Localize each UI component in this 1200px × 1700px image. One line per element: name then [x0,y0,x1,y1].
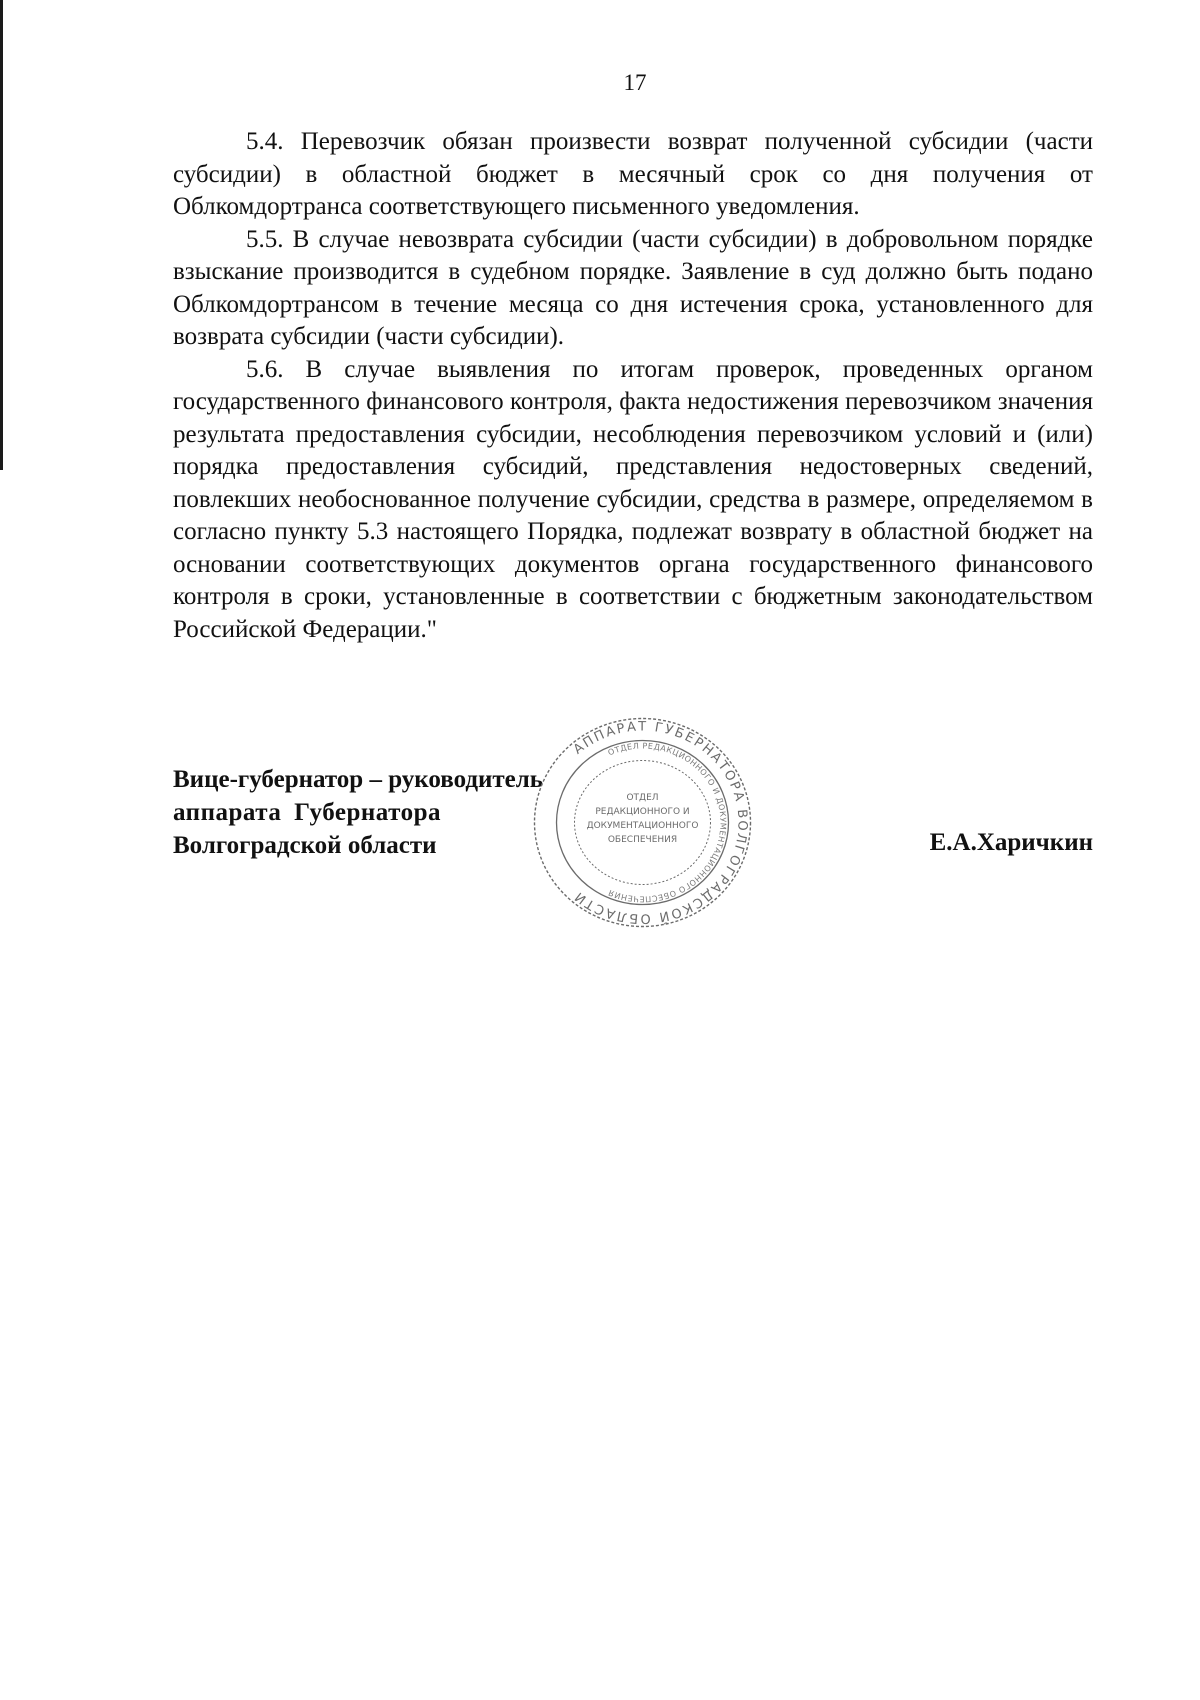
paragraph-5-4: 5.4. Перевозчик обязан произвести возврат полученной субсидии (части субсидии) в областной бюджет в месячный срок со дня получения от Облкомдортранса соответствующего письменного уведомления. [173,128,1093,220]
paragraph-5-5: 5.5. В случае невозврата субсидии (части субсидии) в добровольном порядке взыскание производится в судебном порядке. Заявление в суд должно быть подано Облкомдортрансом в течение месяца со дня истечения срока, установленного для возврата субсидии (части субсидии). [173,225,1093,350]
signer-title-line-3: Волгоградской области [173,832,437,859]
official-stamp [520,710,765,935]
stamp-center-line-4: ОБЕСПЕЧЕНИЯ [607,835,678,845]
signer-name: Е.А.Харичкин [929,829,1093,856]
document-body [173,126,1093,646]
stamp-outer-text: АППАРАТ ГУБЕРНАТОРА ВОЛГОГРАДСКОЙ ОБЛАСТИ [570,719,750,926]
signer-title [173,763,543,862]
signer-title-line-2: аппарата Губернатора [173,799,441,826]
stamp-inner-text: ОТДЕЛ РЕДАКЦИОННОГО И ДОКУМЕНТАЦИОННОГО ОБЕСПЕЧЕНИЯ [606,741,728,904]
page-number: 17 [623,70,647,95]
stamp-center-line-2: РЕДАКЦИОННОГО И [595,807,690,817]
stamp-center-line-1: ОТДЕЛ [626,793,659,803]
signer-title-line-1: Вице-губернатор – руководитель [173,766,544,793]
stamp-seal-icon [520,710,765,935]
stamp-center-line-3: ДОКУМЕНТАЦИОННОГО [586,821,699,831]
paragraph-5-6: 5.6. В случае выявления по итогам проверок, проведенных органом государственного финансового контроля, факта недостижения перевозчиком значения результата предоставления субсидии, несоблюдения перевозчиком условий и (или) порядка предоставления субсидий, представления недостоверных сведений, повлекших необоснованное получение субсидии, средства в размере, определяемом в согласно пункту 5.3 настоящего Порядка, подлежат возврату в областной бюджет на основании соответствующих документов органа государственного финансового контроля в сроки, установленные в соответствии с бюджетным законодательством Российской Федерации." [173,355,1093,643]
